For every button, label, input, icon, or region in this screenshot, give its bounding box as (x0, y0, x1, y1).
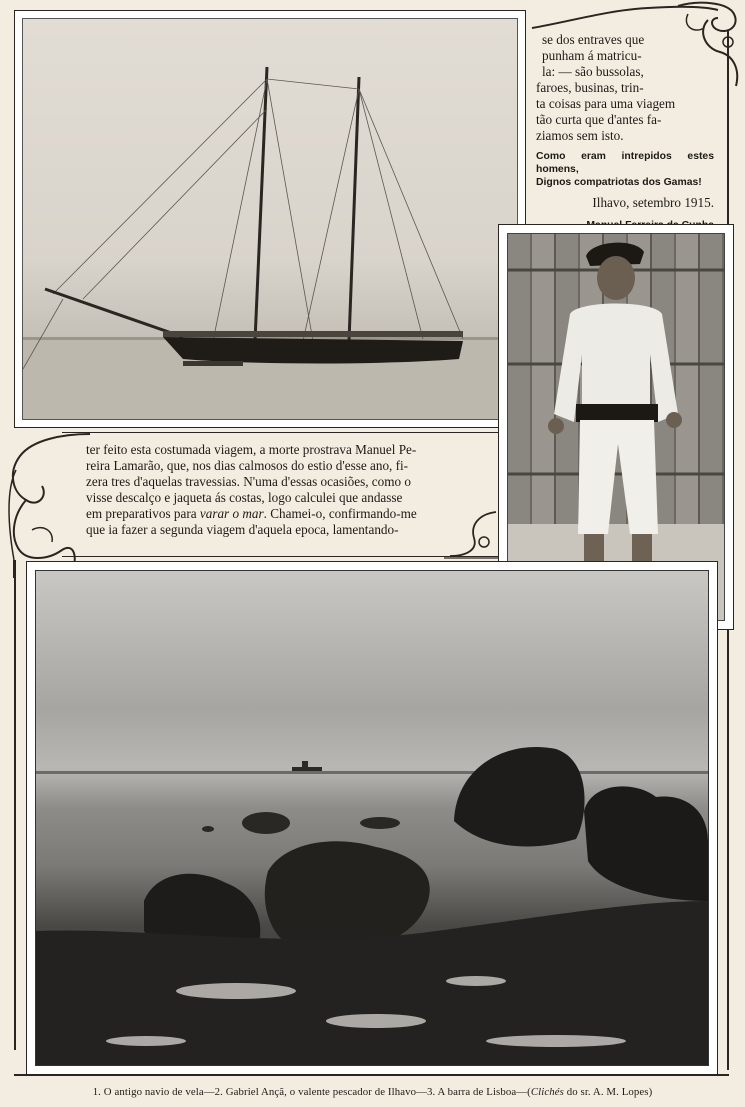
mid-line-2: reira Lamarão, que, nos dias calmosos do estio d'esse ano, fi- (86, 458, 409, 473)
mid-line-5 (86, 506, 464, 522)
right-line-2: punham á matricu- (542, 48, 642, 63)
right-line-5: ta coisas para uma viagem (536, 96, 676, 111)
right-line-1: se dos entraves que (542, 32, 645, 47)
frame-line-mid-bottom (62, 556, 498, 557)
mid-line-1: ter feito esta costumada viagem, a morte prostrava Manuel Pe- (86, 442, 417, 457)
frame-line-left (14, 560, 16, 1050)
caption-end: do sr. A. M. Lopes) (563, 1086, 653, 1098)
mid-line-5-italic: varar o mar (199, 506, 264, 521)
right-bold-2: Dignos compatriotas dos Gamas! (536, 177, 702, 188)
photo-caption (0, 1086, 745, 1098)
right-line-3: la: — são bussolas, (542, 64, 644, 79)
mid-line-5c: . Chamei-o, confirmando-me (263, 506, 417, 521)
photo-sailing-ship (14, 10, 526, 428)
caption-main: 1. O antigo navio de vela—2. Gabriel Ançã, o valente pescador de Ilhavo—3. A barra de Lisboa—( (92, 1086, 531, 1098)
middle-text-block (86, 442, 464, 538)
frame-line-mid-top (62, 432, 498, 433)
ornament-left (2, 430, 94, 580)
right-line-6: tão curta que d'antes fa- (536, 112, 662, 127)
mid-line-4: visse descalço e jaqueta ás costas, logo calculei que andasse (86, 490, 403, 505)
mid-line-6: que ia fazer a segunda viagem d'aquela epoca, lamentando- (86, 522, 399, 537)
mid-line-5a: em preparativos para (86, 506, 200, 521)
right-line-7: ziamos sem isto. (536, 128, 624, 143)
photo-lisbon-bar-coast (26, 561, 718, 1075)
caption-italic: Clichés (530, 1086, 564, 1098)
right-bold-1: Como eram intrepidos estes homens, (536, 151, 714, 175)
mid-line-3: zera tres d'aquelas travessias. N'uma d'essas ocasiões, como o (86, 474, 411, 489)
right-line-4: faroes, businas, trin- (536, 80, 644, 95)
dateline: Ilhavo, setembro 1915. (592, 195, 714, 210)
right-column-text (536, 32, 714, 232)
